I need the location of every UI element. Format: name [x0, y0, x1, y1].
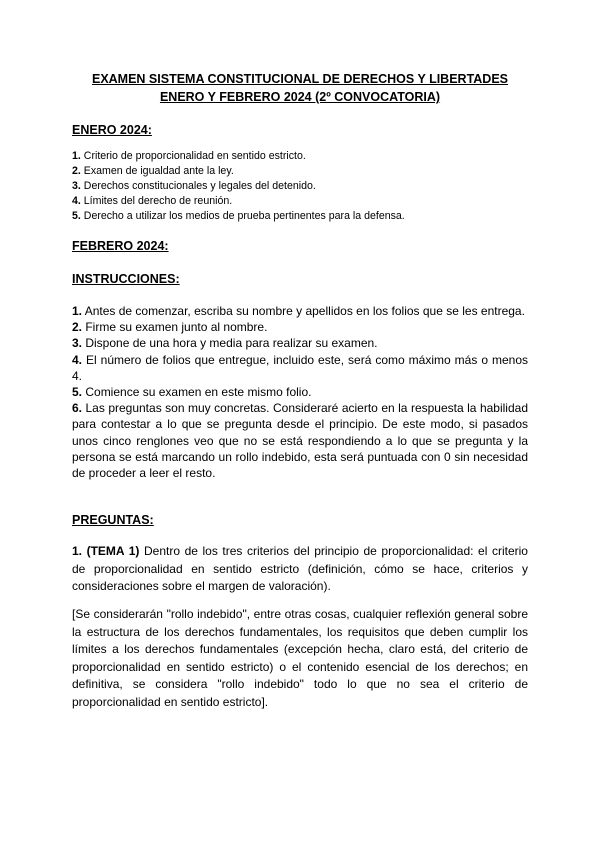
item-text: Examen de igualdad ante la ley.: [80, 165, 234, 177]
question-text: Dentro de los tres criterios del principio de proporcionalidad: el criterio de proporcionalidad en sentido estricto (definición, cómo se hace, criterios y consideraciones sobre el margen de valoración).: [72, 544, 528, 593]
list-item: [72, 179, 532, 194]
list-item: [72, 319, 528, 335]
list-item: [72, 149, 532, 164]
preguntas-heading: PREGUNTAS:: [72, 513, 154, 527]
item-text: Límites del derecho de reunión.: [80, 195, 233, 207]
list-item: [72, 384, 528, 400]
item-number: 4.: [72, 352, 83, 367]
item-text: Criterio de proporcionalidad en sentido estricto.: [80, 150, 306, 162]
item-text: Derecho a utilizar los medios de prueba pertinentes para la defensa.: [80, 210, 405, 222]
question-1: [72, 543, 528, 596]
exam-title-line2: ENERO Y FEBRERO 2024 (2º CONVOCATORIA): [159, 90, 441, 104]
item-number: 5.: [72, 385, 83, 400]
instrucciones-heading: INSTRUCCIONES:: [72, 272, 180, 286]
list-item: [72, 352, 528, 384]
item-number: 1.: [72, 304, 83, 318]
item-text: Derechos constitucionales y legales del detenido.: [80, 180, 316, 192]
item-number: 3.: [72, 336, 83, 351]
item-number: 2.: [72, 320, 83, 335]
list-item: [72, 164, 532, 179]
item-text: Comience su examen en este mismo folio.: [82, 385, 312, 400]
exam-title-line1: EXAMEN SISTEMA CONSTITUCIONAL DE DERECHOS Y LIBERTADES: [91, 72, 508, 86]
febrero-heading: FEBRERO 2024:: [72, 239, 169, 253]
item-number: 5.: [72, 210, 81, 222]
instructions-list: [72, 303, 528, 481]
question-1-note: [Se considerarán "rollo indebido", entre otras cosas, cualquier reflexión general sobre la estructura de los derechos fundamentales, los requisitos que deben cumplir los límites a los derechos fundamentales (excepción hecha, claro está, del criterio de proporcionalidad en sentido estricto) o el contenido esencial de los derechos; en definitiva, se considera "rollo indebido" todo lo que no sea el criterio de proporcionalidad en sentido estricto].: [72, 607, 528, 709]
enero-topic-list: [72, 149, 532, 224]
item-number: 1.: [72, 150, 81, 162]
item-number: 2.: [72, 165, 81, 177]
enero-heading: ENERO 2024:: [72, 123, 152, 137]
item-number: 4.: [72, 195, 81, 207]
item-text: Antes de comenzar, escriba su nombre y apellidos en los folios que se les entrega.: [82, 304, 525, 318]
question-number: 1. (TEMA 1): [72, 544, 140, 558]
item-number: 6.: [72, 401, 83, 416]
item-number: 3.: [72, 180, 81, 192]
list-item: [72, 209, 532, 224]
list-item: [72, 303, 528, 319]
item-text: Firme su examen junto al nombre.: [82, 320, 268, 335]
list-item: [72, 335, 528, 351]
item-text: Dispone de una hora y media para realizar su examen.: [82, 336, 378, 351]
list-item: [72, 400, 528, 481]
item-text: El número de folios que entregue, incluido este, será como máximo más o menos 4.: [72, 352, 528, 383]
item-text: Las preguntas son muy concretas. Consideraré acierto en la respuesta la habilidad para contestar a lo que se pregunta desde el principio. De este modo, si pasados unos cinco renglones veo que no se está respondiendo a lo que se pregunta y la persona se está marcando un rollo indebido, esta será puntuada con 0 sin necesidad de proceder a leer el resto.: [72, 401, 528, 481]
list-item: [72, 194, 532, 209]
